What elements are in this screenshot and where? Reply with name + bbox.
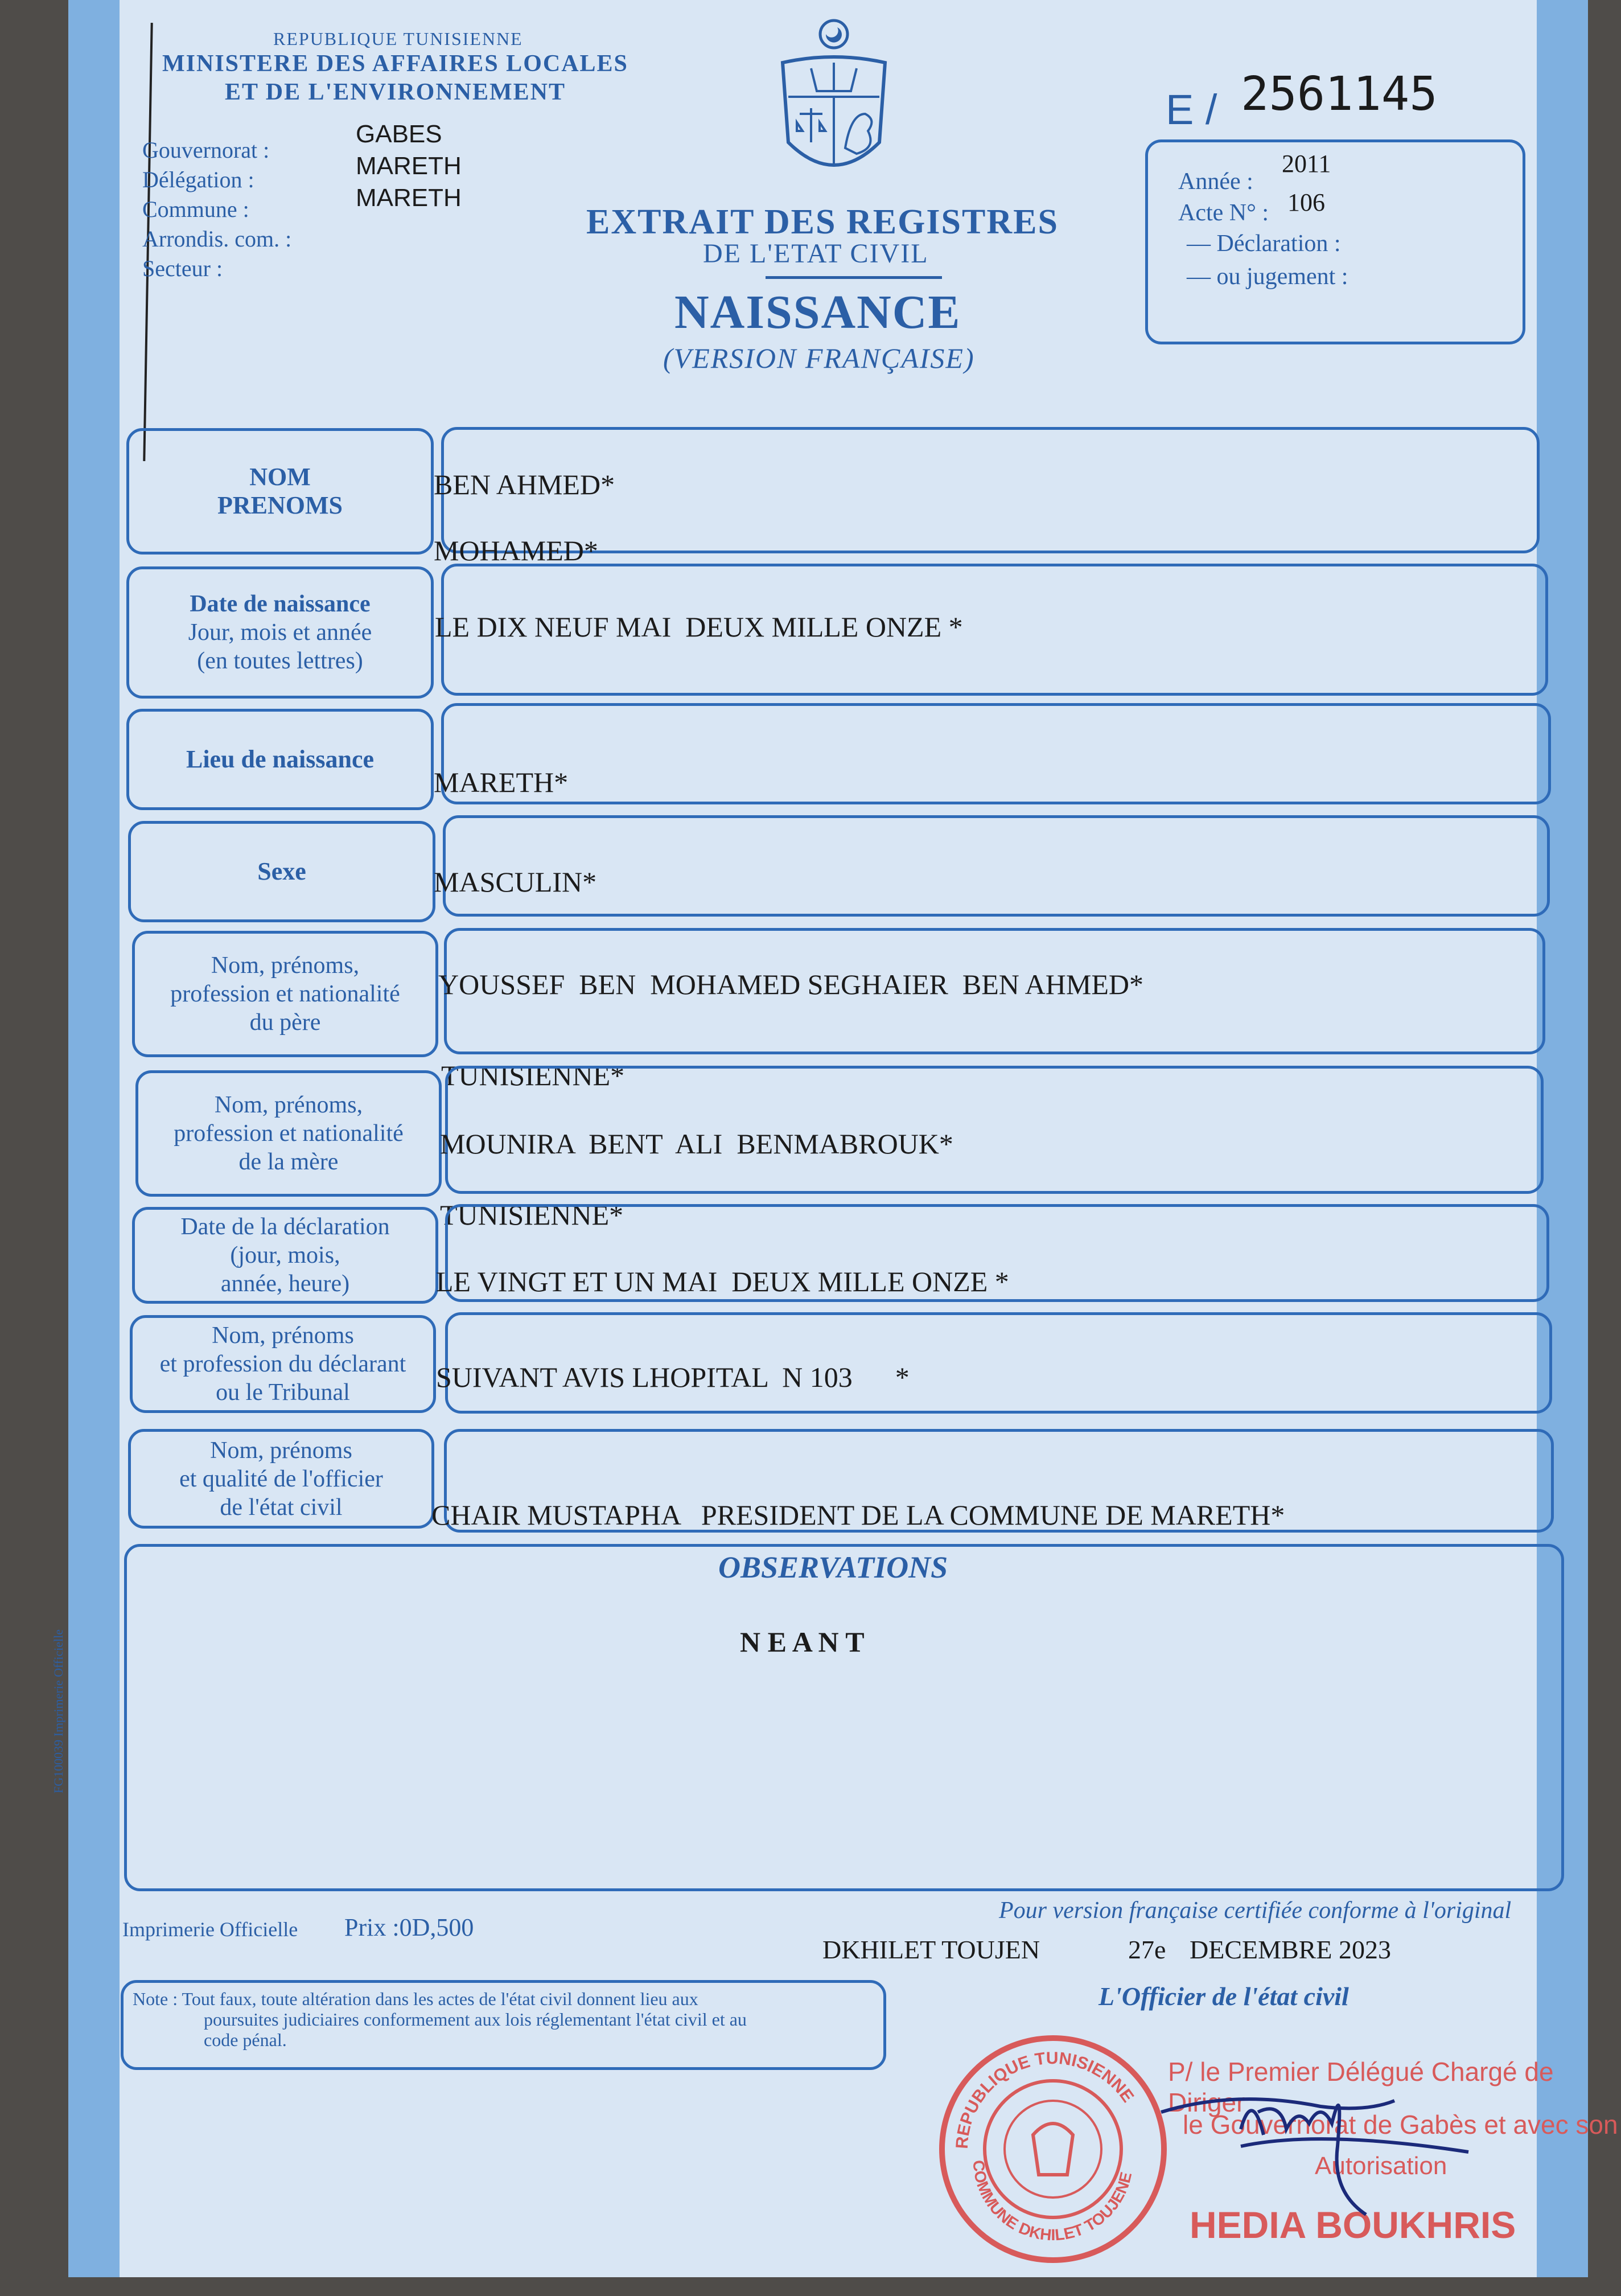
observations-box — [124, 1544, 1564, 1891]
title-rule — [766, 276, 942, 279]
mere-nationality-value: TUNISIENNE* — [440, 1199, 624, 1231]
lieu-naissance-value: MARETH* — [434, 766, 569, 798]
serial-prefix: E / — [1166, 86, 1217, 133]
date-naissance-value: LE DIX NEUF MAI DEUX MILLE ONZE * — [435, 611, 963, 643]
title-line-1: EXTRAIT DES REGISTRES — [586, 203, 1059, 241]
delegation-value: MARETH — [356, 152, 462, 180]
commune-value: MARETH — [356, 184, 462, 212]
prenoms-value: MOHAMED* — [434, 535, 598, 566]
declarant-label-3: ou le Tribunal — [216, 1379, 350, 1406]
gouvernorat-label: Gouvernorat : — [142, 137, 270, 163]
ministry-line-1: MINISTERE DES AFFAIRES LOCALES — [162, 51, 628, 77]
note-label: Note : — [133, 1989, 178, 2009]
secteur-label: Secteur : — [142, 256, 223, 281]
declaration-date-label-2: (jour, mois, — [230, 1242, 340, 1268]
sexe-label-box — [128, 821, 435, 922]
date-day: 27e — [1128, 1935, 1166, 1964]
title-line-2: DE L'ETAT CIVIL — [703, 239, 929, 269]
jugement-label: — ou jugement : — [1187, 264, 1348, 290]
pere-label-1: Nom, prénoms, — [211, 952, 360, 979]
mere-label-2: profession et nationalité — [174, 1120, 404, 1147]
nom-label: NOM — [249, 463, 311, 491]
commune-label: Commune : — [142, 196, 249, 222]
sexe-value: MASCULIN* — [434, 866, 597, 898]
lieu-naissance-label-box — [126, 709, 434, 810]
prenoms-label: PRENOMS — [217, 491, 343, 519]
printer-label: Imprimerie Officielle — [122, 1918, 298, 1941]
pere-nationality-value: TUNISIENNE* — [441, 1059, 625, 1091]
coat-of-arms-icon — [771, 17, 896, 188]
declarant-label-1: Nom, prénoms — [212, 1322, 354, 1349]
stamp-line-3: Autorisation — [1315, 2152, 1447, 2180]
place-text: DKHILET TOUJEN — [822, 1935, 1040, 1964]
nom-value: BEN AHMED* — [434, 469, 615, 500]
declarant-label-2: et profession du déclarant — [159, 1351, 406, 1377]
date-month-year: DECEMBRE 2023 — [1190, 1935, 1391, 1964]
declaration-date-value: LE VINGT ET UN MAI DEUX MILLE ONZE * — [436, 1266, 1009, 1297]
declaration-date-label-box — [132, 1207, 438, 1304]
mere-name-value: MOUNIRA BENT ALI BENMABROUK* — [440, 1128, 953, 1160]
stamp-line-1: P/ le Premier Délégué Chargé de Diriger — [1168, 2057, 1554, 2117]
side-print-text: FG100039 Imprimerie Officielle — [51, 1629, 65, 1793]
date-naissance-label-box — [126, 566, 434, 699]
date-naissance-label-3: (en toutes lettres) — [197, 648, 363, 674]
observations-title: OBSERVATIONS — [718, 1550, 948, 1584]
signature-icon — [1150, 2067, 1503, 2237]
annee-label: Année : — [1178, 169, 1253, 195]
stamp-line-2: le Gouvernorat de Gabès et avec son — [1183, 2110, 1618, 2139]
pere-label-2: profession et nationalité — [170, 981, 400, 1007]
officier-value: CHAIR MUSTAPHA PRESIDENT DE LA COMMUNE DE MARETH* — [431, 1499, 1285, 1531]
pere-name-value: YOUSSEF BEN MOHAMED SEGHAIER BEN AHMED* — [438, 968, 1143, 1000]
delegation-label: Délégation : — [142, 167, 254, 192]
certified-text: Pour version française certifiée conforme à l'original — [999, 1897, 1512, 1924]
official-seal-icon — [933, 2027, 1172, 2272]
annee-value: 2011 — [1282, 150, 1331, 178]
sexe-value-box — [443, 815, 1550, 917]
officier-label-box — [128, 1429, 434, 1529]
sexe-label: Sexe — [257, 857, 306, 885]
nom-prenoms-label-box — [126, 428, 434, 555]
officer-title: L'Officier de l'état civil — [1099, 1982, 1349, 2011]
note-line-1: Tout faux, toute altération dans les actes de l'état civil donnent lieu aux — [182, 1989, 698, 2009]
declaration-date-label-1: Date de la déclaration — [180, 1214, 390, 1240]
declarant-value: SUIVANT AVIS LHOPITAL N 103 * — [436, 1361, 910, 1393]
officier-label-2: et qualité de l'officier — [179, 1465, 383, 1492]
declaration-date-label-3: année, heure) — [220, 1271, 350, 1297]
acte-label: Acte N° : — [1178, 200, 1269, 226]
legal-note-box — [121, 1980, 886, 2070]
seal-bottom-text: COMMUNE DKHILET TOUJENE — [969, 2159, 1135, 2244]
admin-values — [356, 118, 462, 214]
ministry-line-2: ET DE L'ENVIRONNEMENT — [225, 79, 566, 105]
date-naissance-label-1: Date de naissance — [190, 591, 371, 617]
republic-heading: REPUBLIQUE TUNISIENNE — [273, 28, 523, 49]
mere-label-1: Nom, prénoms, — [214, 1092, 363, 1118]
document-type-title: NAISSANCE — [674, 286, 961, 339]
declarant-label-box — [130, 1315, 436, 1413]
price-label: Prix :0D,500 — [344, 1913, 474, 1941]
officier-label-1: Nom, prénoms — [210, 1437, 352, 1464]
declaration-label: — Déclaration : — [1187, 231, 1341, 257]
acte-value: 106 — [1287, 188, 1325, 216]
officier-label-3: de l'état civil — [220, 1494, 343, 1521]
stamp-name: HEDIA BOUKHRIS — [1190, 2204, 1516, 2246]
serial-number: 2561145 — [1241, 67, 1438, 121]
mere-label-box — [135, 1070, 442, 1197]
pere-label-3: du père — [249, 1009, 321, 1036]
admin-labels — [142, 135, 291, 284]
lieu-naissance-value-box — [441, 703, 1551, 804]
mere-label-3: de la mère — [238, 1149, 339, 1175]
date-naissance-label-2: Jour, mois et année — [188, 619, 372, 646]
note-line-3: code pénal. — [204, 2030, 287, 2050]
seal-top-text: REPUBLIQUE TUNISIENNE — [952, 2048, 1138, 2150]
gouvernorat-value: GABES — [356, 120, 442, 148]
lieu-naissance-label: Lieu de naissance — [186, 745, 375, 773]
version-subtitle: (VERSION FRANÇAISE) — [663, 342, 975, 374]
pere-label-box — [132, 931, 438, 1057]
arrondis-label: Arrondis. com. : — [142, 226, 292, 252]
observations-value: N E A N T — [740, 1626, 865, 1658]
note-line-2: poursuites judiciaires conformement aux lois réglementant l'état civil et au — [204, 2009, 747, 2030]
svg-text:COMMUNE DKHILET TOUJENE — [970, 2159, 1135, 2244]
